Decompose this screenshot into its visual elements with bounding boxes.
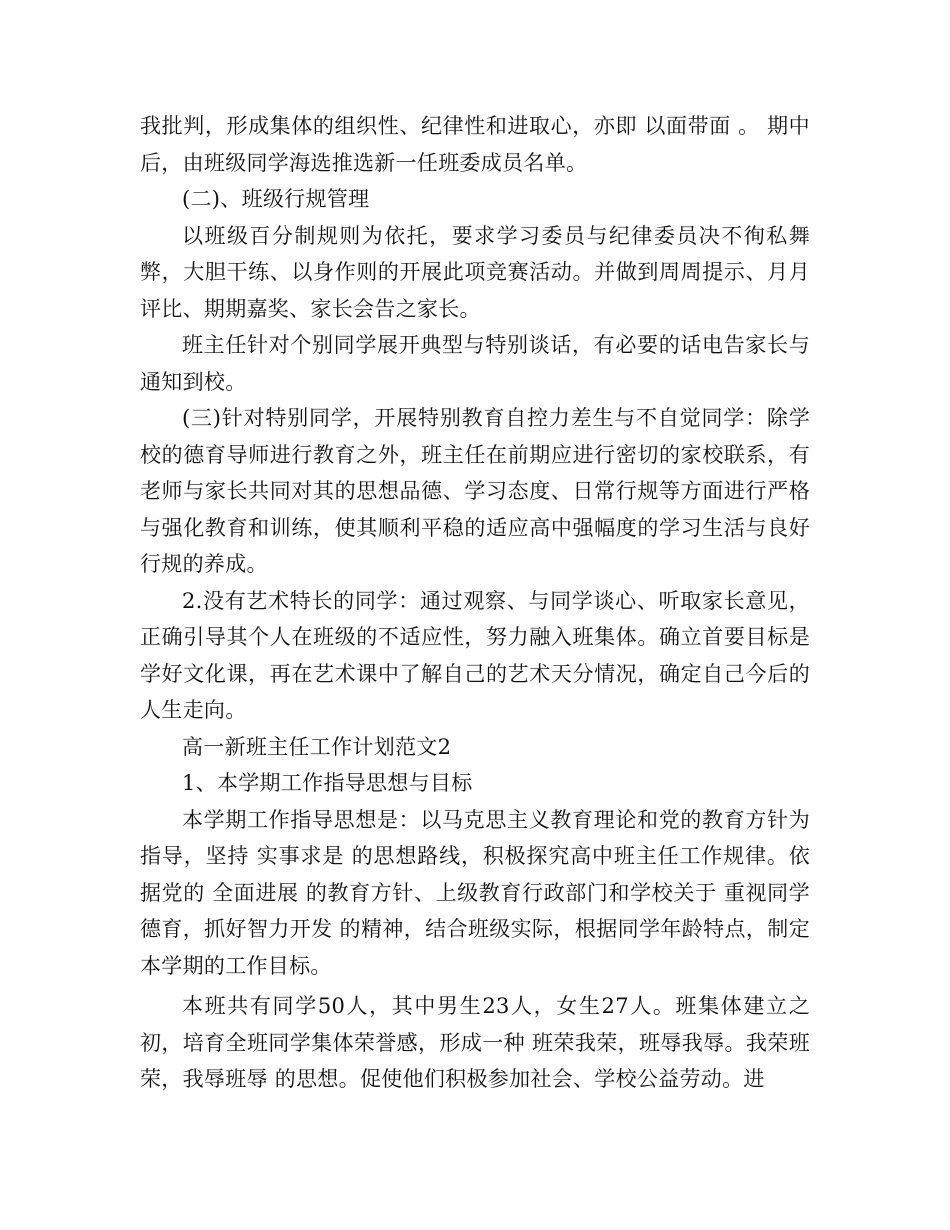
paragraph-individual-talks: 班主任针对个别同学展开典型与特别谈话，有必要的话电告家长与通知到校。 bbox=[140, 333, 810, 394]
paragraph-scoring-rules: 以班级百分制规则为依托，要求学习委员与纪律委员决不徇私舞弊，大胆干练、以身作则的开展此项竞赛活动。并做到周周提示、月月评比、期期嘉奖、家长会告之家长。 bbox=[140, 223, 810, 321]
section-heading-guiding-ideology: 1、本学期工作指导思想与目标 bbox=[182, 771, 473, 795]
document-body bbox=[140, 108, 810, 1098]
paragraph-special-students: (三)针对特别同学，开展特别教育自控力差生与不自觉同学：除学校的德育导师进行教育之外，班主任在前期应进行密切的家校联系，有老师与家长共同对其的思想品德、学习态度、日常行规等方面进行严格与强化教育和训练，使其顺利平稳的适应高中强幅度的学习生活与良好行规的养成。 bbox=[140, 406, 810, 576]
section-heading-class-rules: (二)、班级行规管理 bbox=[182, 187, 370, 211]
paragraph-non-art-students: 2.没有艺术特长的同学：通过观察、与同学谈心、听取家长意见，正确引导其个人在班级的不适应性，努力融入班集体。确立首要目标是学好文化课，再在艺术课中了解自己的艺术天分情况，确定自己今后的人生走向。 bbox=[140, 588, 810, 722]
paragraph-class-overview: 本班共有同学50人，其中男生23人，女生27人。班集体建立之初，培育全班同学集体荣誉感，形成一种 班荣我荣，班辱我辱。我荣班荣，我辱班辱 的思想。促使他们积极参加社会、学校公益劳动。进 bbox=[140, 994, 810, 1091]
section-title-plan-2: 高一新班主任工作计划范文2 bbox=[182, 734, 452, 759]
paragraph-guiding-ideology: 本学期工作指导思想是：以马克思主义教育理论和党的教育方针为指导，坚持 实事求是 的思想路线，积极探究高中班主任工作规律。依据党的 全面进展 的教育方针、上级教育行政部门和学校关于 重视同学德育，抓好智力开发 的精神，结合班级实际，根据同学年龄特点，制定本学期的工作目标。 bbox=[140, 807, 810, 978]
paragraph-continuation: 我批判，形成集体的组织性、纪律性和进取心，亦即 以面带面 。 期中后，由班级同学海选推选新一任班委成员名单。 bbox=[140, 114, 810, 175]
